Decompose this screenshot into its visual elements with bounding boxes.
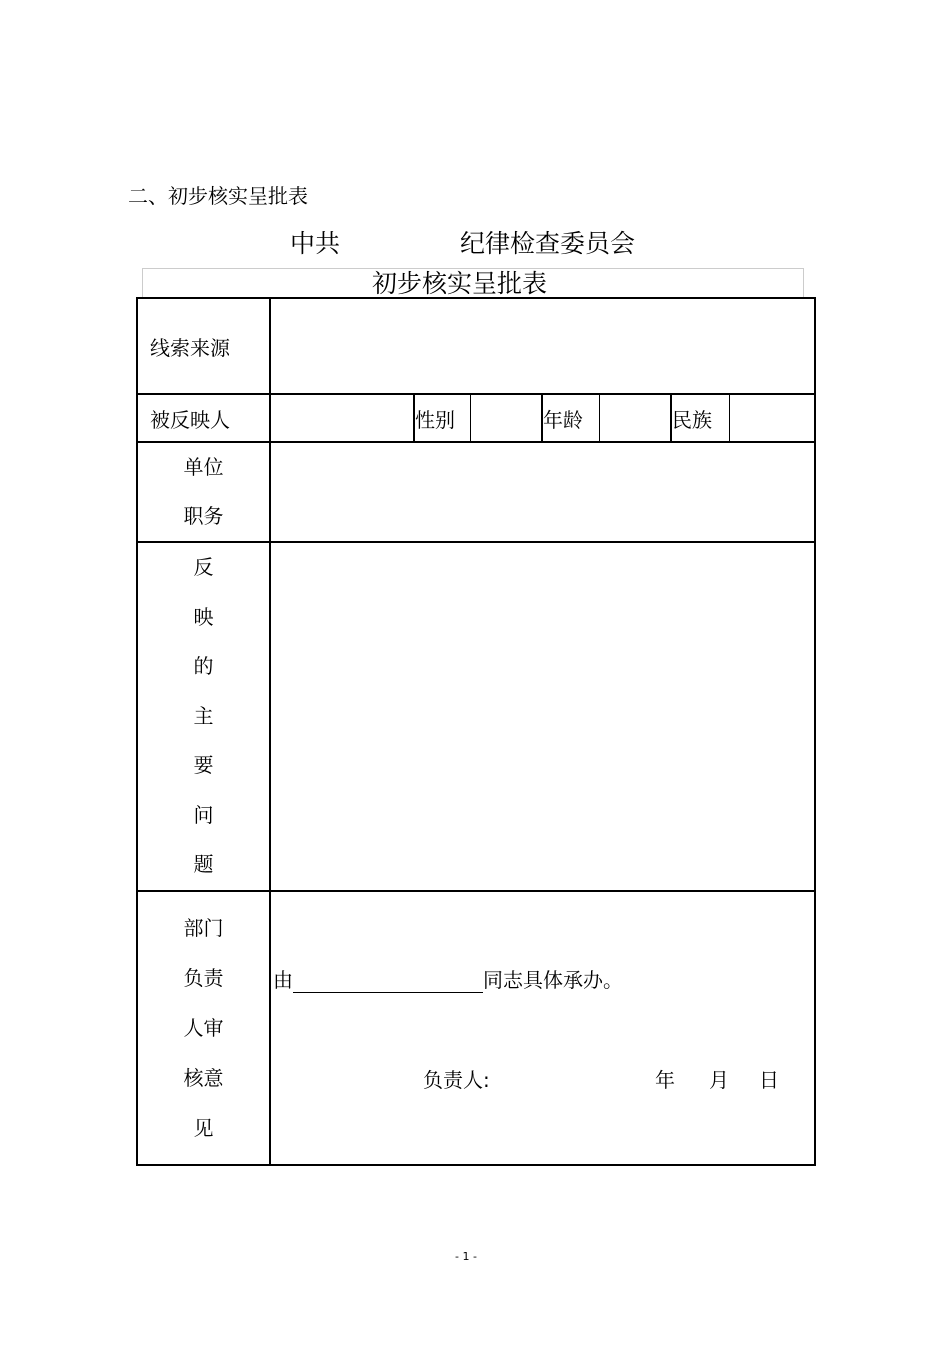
reported-person-label: 被反映人 bbox=[137, 394, 270, 442]
unit-label-line: 单位 bbox=[183, 455, 224, 479]
issues-label-char: 的 bbox=[193, 654, 214, 678]
clue-source-field[interactable] bbox=[270, 298, 815, 394]
unit-position-label bbox=[137, 442, 270, 542]
section-heading: 二、初步核实呈批表 bbox=[128, 184, 308, 208]
issues-label-char: 要 bbox=[193, 753, 214, 777]
issues-label-char: 题 bbox=[193, 852, 214, 876]
gender-field[interactable] bbox=[470, 394, 542, 442]
review-label-line: 部门 bbox=[183, 915, 224, 940]
row-unit-position bbox=[137, 442, 815, 542]
unit-position-field[interactable] bbox=[270, 442, 815, 542]
age-field[interactable] bbox=[599, 394, 671, 442]
date-year-label: 年 bbox=[655, 1067, 675, 1092]
responsible-person-label: 负责人: bbox=[423, 1067, 490, 1092]
main-issues-label bbox=[137, 542, 270, 891]
reported-person-field[interactable] bbox=[270, 394, 414, 442]
row-department-review bbox=[137, 891, 815, 1165]
row-clue-source bbox=[137, 298, 815, 394]
page-number: - 1 - bbox=[455, 1250, 477, 1263]
issues-label-char: 主 bbox=[193, 703, 214, 728]
review-prefix: 由 bbox=[273, 967, 293, 992]
date-day-label: 日 bbox=[759, 1067, 779, 1092]
issues-label-char: 映 bbox=[193, 604, 214, 629]
form-title: 初步核实呈批表 bbox=[372, 269, 548, 298]
title-org-prefix: 中共 bbox=[290, 229, 341, 258]
row-reported-person bbox=[137, 394, 815, 442]
review-suffix: 同志具体承办。 bbox=[483, 967, 623, 992]
issues-label-char: 问 bbox=[193, 802, 214, 827]
handler-name-blank[interactable] bbox=[293, 970, 483, 993]
review-label-line: 负责 bbox=[183, 965, 224, 990]
ethnicity-field[interactable] bbox=[729, 394, 815, 442]
department-review-label bbox=[137, 891, 270, 1165]
review-label-line: 核意 bbox=[183, 1065, 224, 1090]
gender-label: 性别 bbox=[414, 394, 470, 442]
age-label: 年龄 bbox=[542, 394, 599, 442]
title-org-name: 纪律检查委员会 bbox=[460, 229, 636, 258]
department-review-field bbox=[270, 891, 815, 1165]
ethnicity-label: 民族 bbox=[671, 394, 729, 442]
review-label-line: 见 bbox=[193, 1115, 214, 1140]
approval-form-table bbox=[136, 297, 816, 1166]
unit-label-line: 职务 bbox=[183, 504, 224, 528]
review-assignment-sentence bbox=[273, 964, 623, 993]
main-issues-field[interactable] bbox=[270, 542, 815, 891]
date-month-label: 月 bbox=[709, 1067, 729, 1092]
clue-source-label: 线索来源 bbox=[137, 298, 270, 394]
issues-label-char: 反 bbox=[193, 555, 214, 579]
row-main-issues bbox=[137, 542, 815, 891]
review-label-line: 人审 bbox=[183, 1015, 224, 1040]
